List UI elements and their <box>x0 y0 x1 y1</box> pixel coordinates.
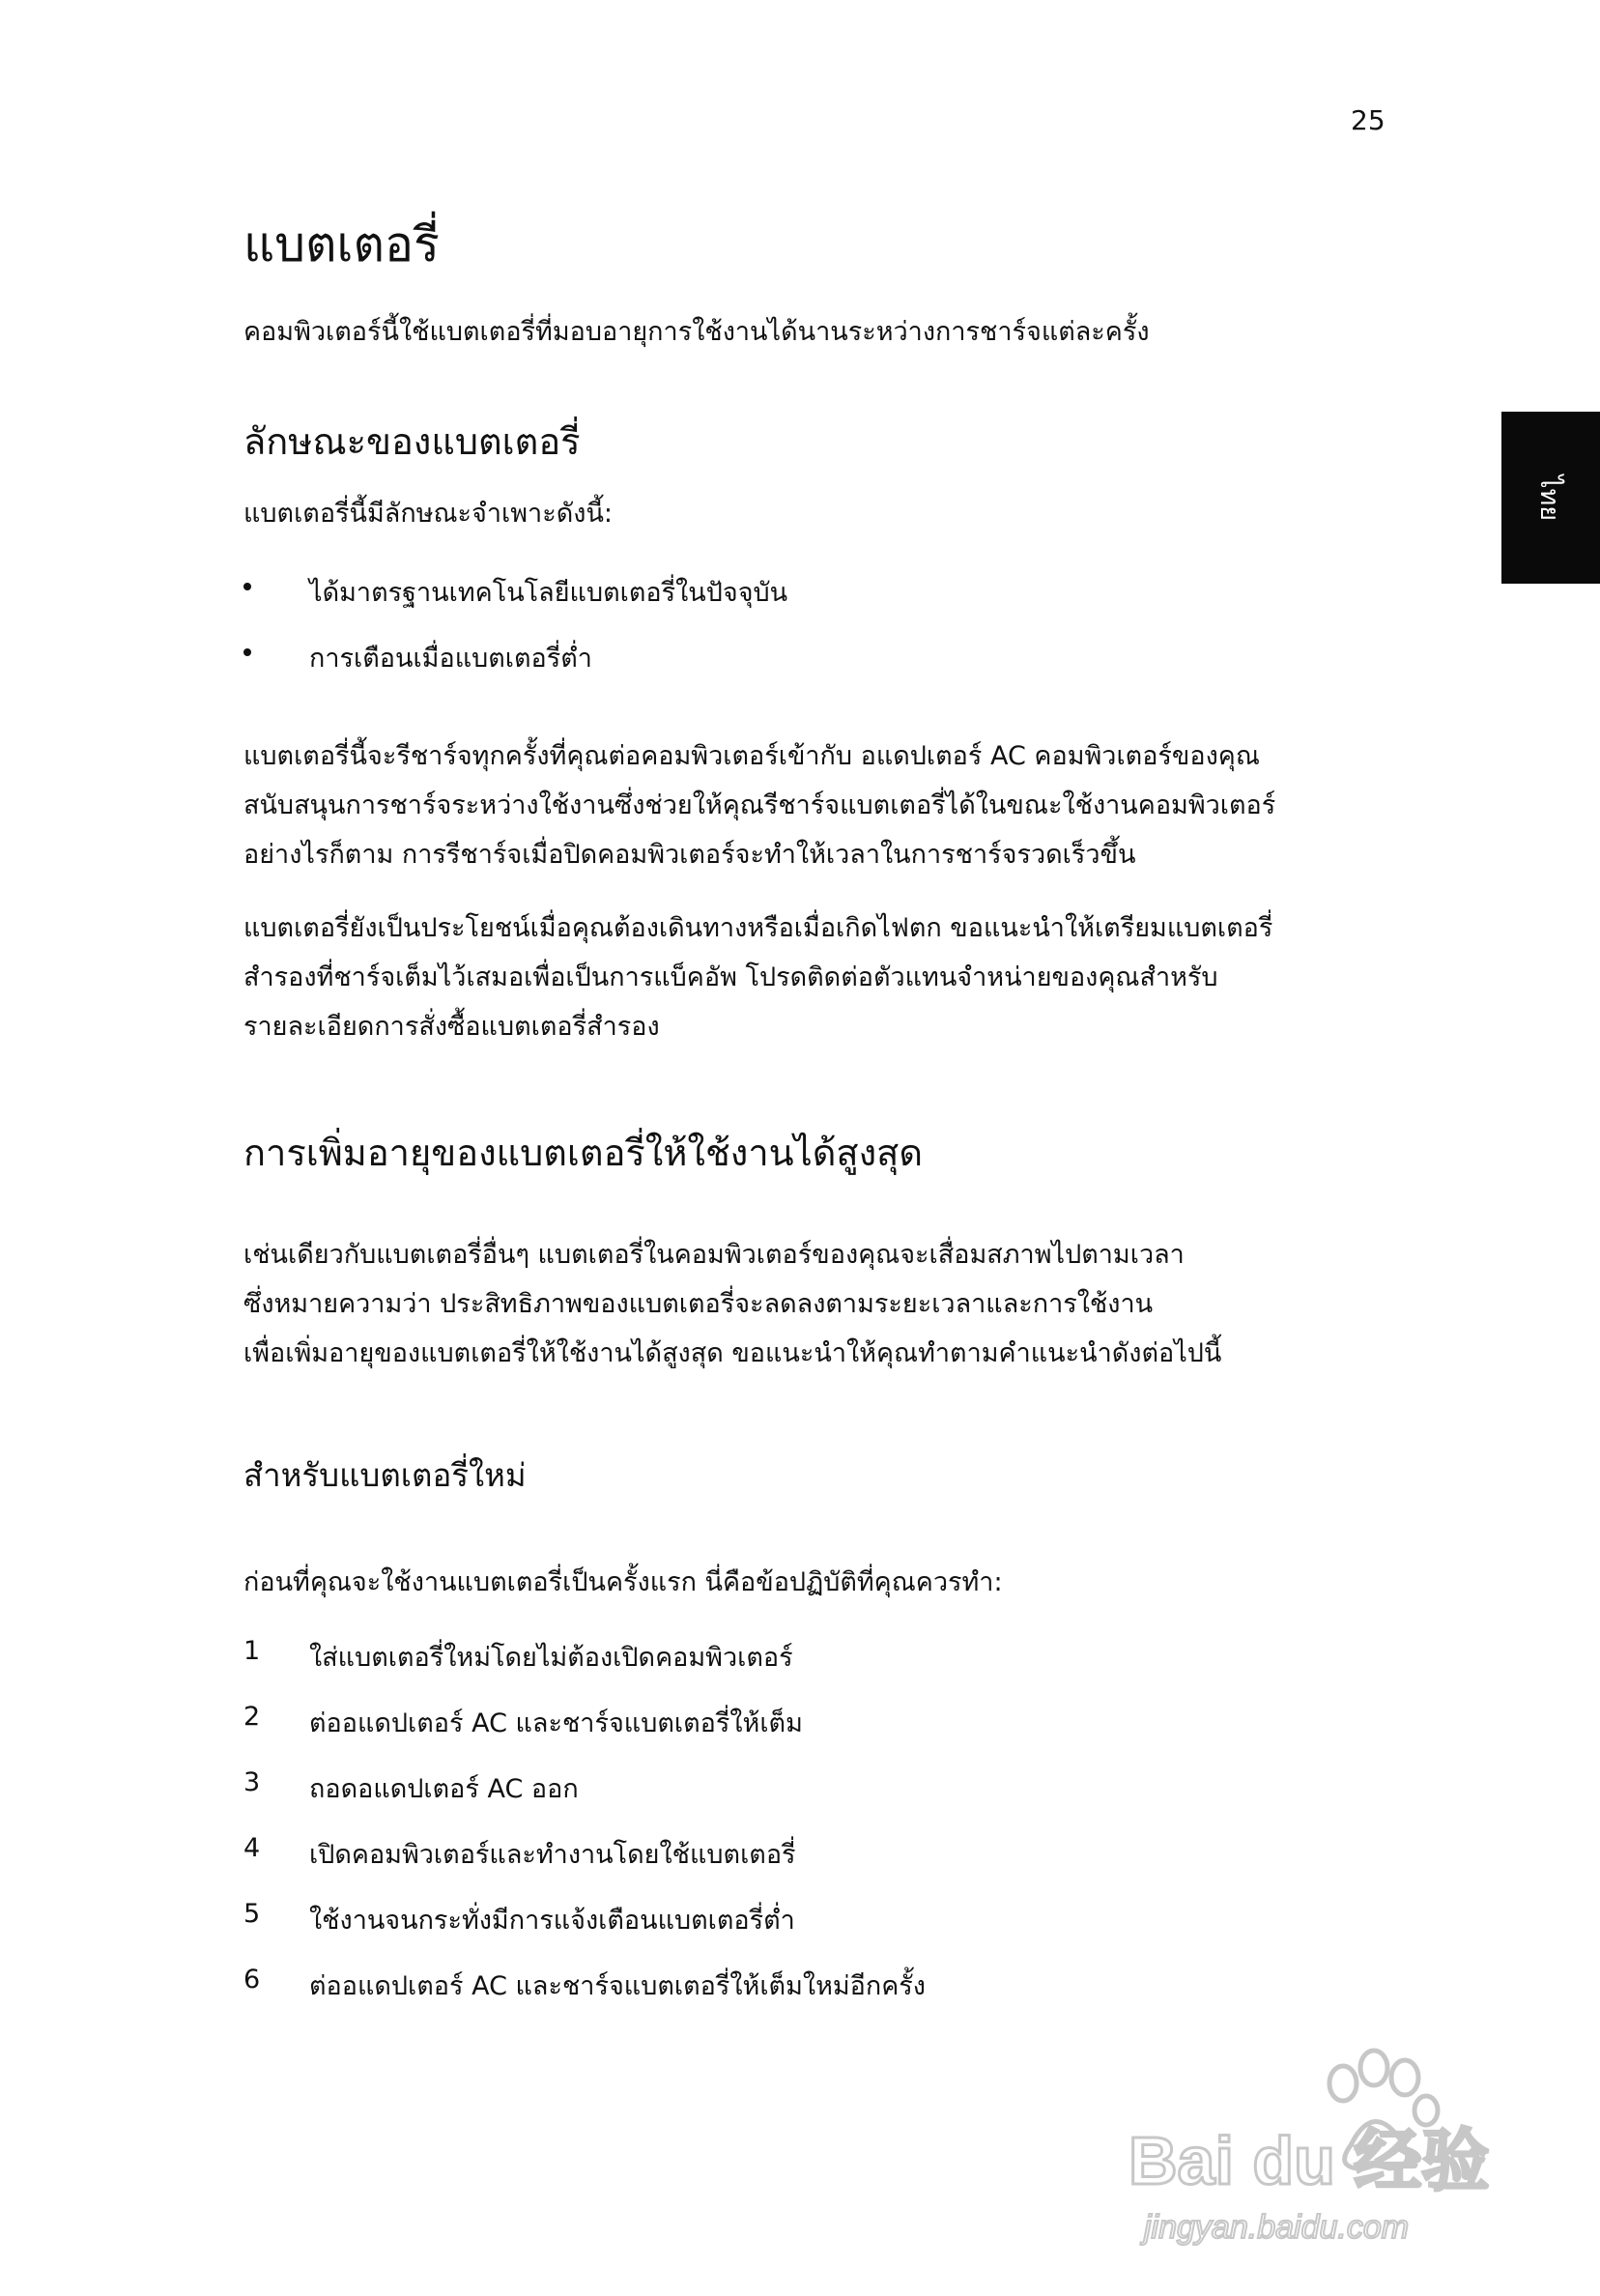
step-text: ใส่แบตเตอรี่ใหม่โดยไม่ต้องเปิดคอมพิวเตอร์ <box>309 1643 793 1673</box>
list-item-text: ได้มาตรฐานเทคโนโลยีแบตเตอรี่ในปัจจุบัน <box>309 578 788 608</box>
step-text: ต่ออแดปเตอร์ AC และชาร์จแบตเตอรี่ให้เต็มใหม่อีกครั้ง <box>309 1971 926 2001</box>
step-number: 6 <box>243 1965 261 1995</box>
language-tab-label: ไทย <box>1534 474 1565 521</box>
paragraph-line: สนับสนุนการชาร์จระหว่างใช้งานซึ่งช่วยให้คุณรีชาร์จแบตเตอรี่ได้ในขณะใช้งานคอมพิวเตอร์ <box>243 790 1276 820</box>
page-title: แบตเตอรี่ <box>243 216 440 273</box>
watermark-brand: Bai du 经验 <box>1129 2123 1490 2198</box>
new-battery-lead: ก่อนที่คุณจะใช้งานแบตเตอรี่เป็นครั้งแรก นี่คือข้อปฏิบัติที่คุณควรทำ: <box>243 1567 1003 1597</box>
bullet-marker <box>243 637 263 667</box>
baidu-watermark <box>1121 2039 1507 2261</box>
paragraph-line: รายละเอียดการสั่งซื้อแบตเตอรี่สำรอง <box>243 1012 660 1042</box>
step-number: 4 <box>243 1833 261 1863</box>
paragraph-line: อย่างไรก็ตาม การรีชาร์จเมื่อปิดคอมพิวเตอร์จะทำให้เวลาในการชาร์จรวดเร็วขึ้น <box>243 840 1136 870</box>
paragraph-line: แบตเตอรี่นี้จะรีชาร์จทุกครั้งที่คุณต่อคอมพิวเตอร์เข้ากับ อแดปเตอร์ AC คอมพิวเตอร์ของคุณ <box>243 741 1260 771</box>
page-number: 25 <box>1351 104 1386 136</box>
intro-paragraph: คอมพิวเตอร์นี้ใช้แบตเตอรี่ที่มอบอายุการใช้งานได้นานระหว่างการชาร์จแต่ละครั้ง <box>243 317 1150 347</box>
step-number: 5 <box>243 1899 261 1929</box>
paragraph-line: สำรองที่ชาร์จเต็มไว้เสมอเพื่อเป็นการแบ็คอัพ โปรดติดต่อตัวแทนจำหน่ายของคุณสำหรับ <box>243 962 1218 992</box>
new-battery-heading: สำหรับแบตเตอรี่ใหม่ <box>243 1456 527 1494</box>
language-tab <box>1501 412 1600 584</box>
step-text: ต่ออแดปเตอร์ AC และชาร์จแบตเตอรี่ให้เต็ม <box>309 1708 803 1738</box>
paw-icon <box>1121 2039 1507 2261</box>
step-number: 1 <box>243 1636 261 1666</box>
paragraph-line: ซึ่งหมายความว่า ประสิทธิภาพของแบตเตอรี่จะลดลงตามระยะเวลาและการใช้งาน <box>243 1289 1154 1319</box>
features-heading: ลักษณะของแบตเตอรี่ <box>243 420 581 463</box>
paragraph-line: เพื่อเพิ่มอายุของแบตเตอรี่ให้ใช้งานได้สูงสุด ขอแนะนำให้คุณทำตามคำแนะนำดังต่อไปนี้ <box>243 1338 1222 1368</box>
features-lead: แบตเตอรี่นี้มีลักษณะจำเพาะดังนี้: <box>243 499 613 529</box>
paragraph-line: เช่นเดียวกับแบตเตอรี่อื่นๆ แบตเตอรี่ในคอมพิวเตอร์ของคุณจะเสื่อมสภาพไปตามเวลา <box>243 1240 1185 1270</box>
paragraph-line: แบตเตอรี่ยังเป็นประโยชน์เมื่อคุณต้องเดินทางหรือเมื่อเกิดไฟตก ขอแนะนำให้เตรียมแบตเตอรี่ <box>243 913 1273 943</box>
list-item-text: การเตือนเมื่อแบตเตอรี่ต่ำ <box>309 644 592 674</box>
step-number: 3 <box>243 1767 261 1797</box>
step-text: เปิดคอมพิวเตอร์และทำงานโดยใช้แบตเตอรี่ <box>309 1840 796 1870</box>
step-text: ถอดอแดปเตอร์ AC ออก <box>309 1774 579 1804</box>
step-number: 2 <box>243 1702 261 1732</box>
maximize-heading: การเพิ่มอายุของแบตเตอรี่ให้ใช้งานได้สูงสุด <box>243 1132 924 1174</box>
bullet-marker <box>243 571 263 601</box>
watermark-url: jingyan.baidu.com <box>1144 2209 1410 2246</box>
step-text: ใช้งานจนกระทั่งมีการแจ้งเตือนแบตเตอรี่ต่ำ <box>309 1906 795 1936</box>
